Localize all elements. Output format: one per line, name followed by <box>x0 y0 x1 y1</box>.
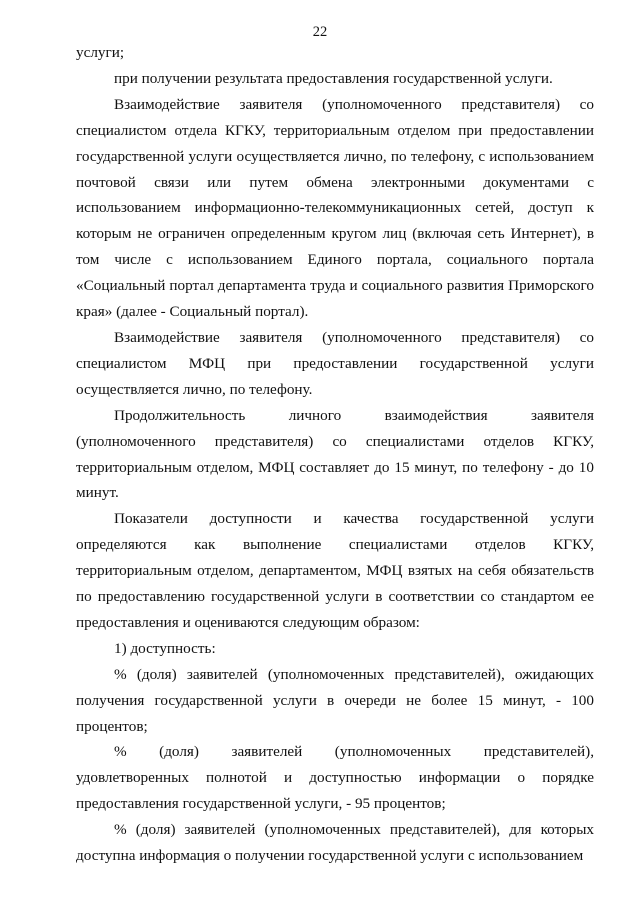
page-number: 22 <box>312 24 328 40</box>
paragraph-quality-indicators: Показатели доступности и качества государственной услуги определяются как выполнение специалистами отделов КГКУ, территориальным отделом, департаментом, МФЦ взятых на себя обязательств по предоставлению государственной услуги в соответствии со стандартом ее предоставления и оцениваются следующим образом: <box>76 510 594 631</box>
paragraph-indicator-availability: % (доля) заявителей (уполномоченных представителей), для которых доступна информация о получении государственной услуги с использованием <box>76 821 594 865</box>
paragraph-interaction-duration: Продолжительность личного взаимодействия заявителя (уполномоченного представителя) со специалистами отделов КГКУ, территориальным отделом, МФЦ составляет до 15 минут, по телефону - до 10 минут. <box>76 406 594 502</box>
paragraph-result-receipt: при получении результата предоставления государственной услуги. <box>114 69 553 87</box>
paragraph-indicator-queue: % (доля) заявителей (уполномоченных представителей), ожидающих получения государственной услуги в очереди не более 15 минут, - 100 процентов; <box>76 665 594 735</box>
paragraph-interaction-kgku: Взаимодействие заявителя (уполномоченного представителя) со специалистом отдела КГКУ, территориальным отделом при предоставлении государственной услуги осуществляется лично, по телефону, с использованием почтовой связи или путем обмена электронными документами с использованием информационно-телекоммуникационных сетей, доступ к которым не ограничен определенным кругом лиц (включая сеть Интернет), в том числе с использованием Единого портала, социального портала «Социальный портал департамента труда и социального развития Приморского края» (далее - Социальный портал). <box>76 95 594 321</box>
paragraph-interaction-mfc: Взаимодействие заявителя (уполномоченного представителя) со специалистом МФЦ при предоставлении государственной услуги осуществляется лично, по телефону. <box>76 328 594 398</box>
paragraph-continuation: услуги; <box>76 44 125 61</box>
paragraph-accessibility-heading: 1) доступность: <box>114 639 216 657</box>
paragraph-indicator-information: % (доля) заявителей (уполномоченных представителей), удовлетворенных полнотой и доступностью информации о порядке предоставления государственной услуги, - 95 процентов; <box>76 743 594 813</box>
document-body <box>76 40 594 869</box>
